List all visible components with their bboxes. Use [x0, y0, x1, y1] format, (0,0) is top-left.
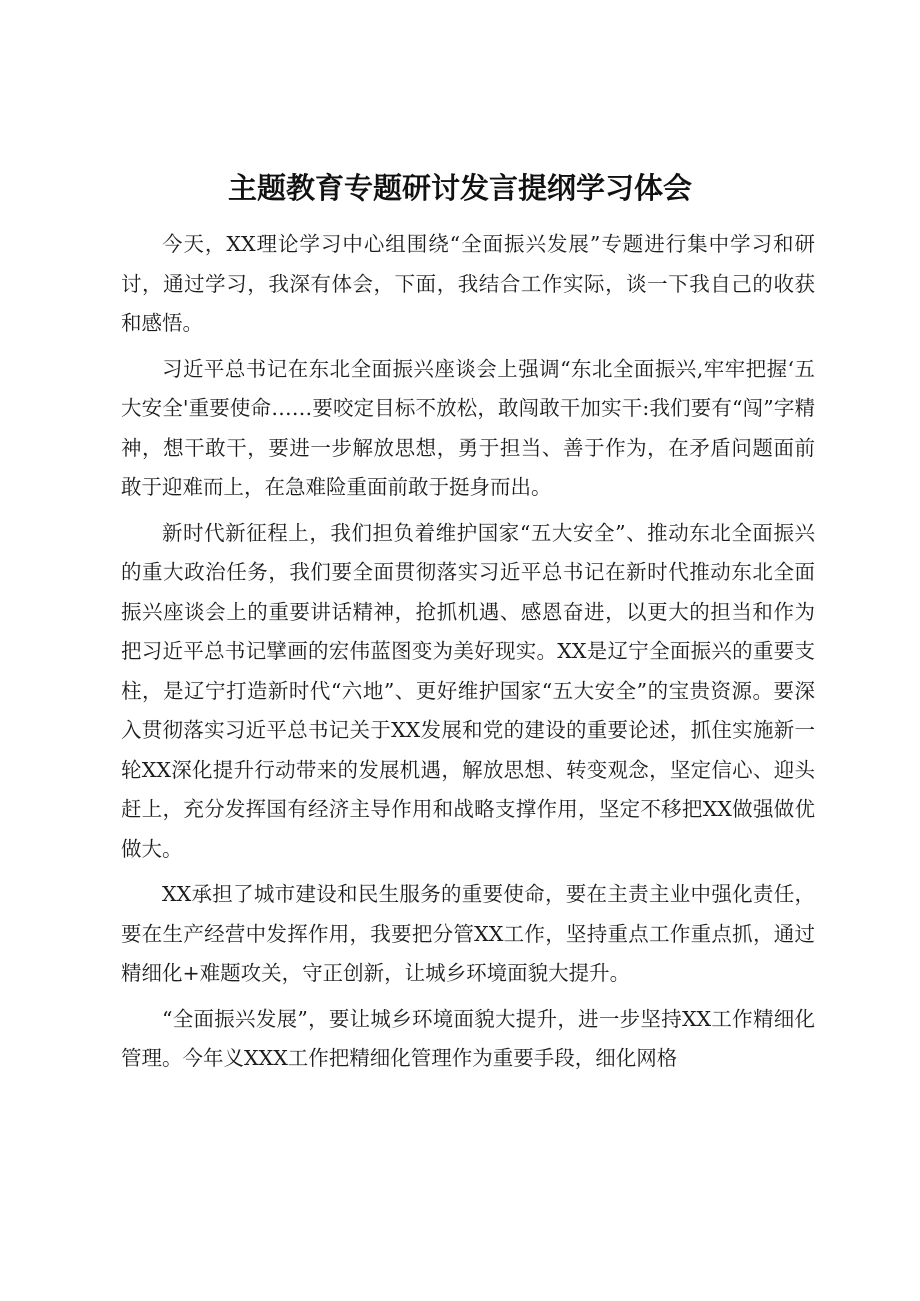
- paragraph-5: “全面振兴发展”，要让城乡环境面貌大提升，进一步坚持XX工作精细化管理。今年义XXX工作把精细化管理作为重要手段，细化网格: [121, 1006, 815, 1070]
- document-body: [121, 225, 815, 1085]
- paragraph-3: 新时代新征程上，我们担负着维护国家“五大安全”、推动东北全面振兴的重大政治任务，我们要全面贯彻落实习近平总书记在新时代推动东北全面振兴座谈会上的重要讲话精神，抢抓机遇、感恩奋进，以更大的担当和作为把习近平总书记擘画的宏伟蓝图变为美好现实。XX是辽宁全面振兴的重要支柱，是辽宁打造新时代“六地”、更好维护国家“五大安全”的宝贵资源。要深入贯彻落实习近平总书记关于XX发展和党的建设的重要论述，抓住实施新一轮XX深化提升行动带来的发展机遇，解放思想、转变观念，坚定信心、迎头赶上，充分发挥国有经济主导作用和战略支撑作用，坚定不移把XX做强做优做大。: [121, 520, 815, 861]
- paragraph-4: XX承担了城市建设和民生服务的重要使命，要在主责主业中强化责任，要在生产经营中发挥作用，我要把分管XX工作，坚持重点工作重点抓，通过精细化+难题攻关，守正创新，让城乡环境面貌大提升。: [121, 882, 815, 985]
- paragraph-2: 习近平总书记在东北全面振兴座谈会上强调“东北全面振兴,牢牢把握‘五大安全'重要使命……要咬定目标不放松，敢闯敢干加实干:我们要有“闯”字精神，想干敢干，要进一步解放思想，勇于担当、善于作为，在矛盾问题面前敢于迎难而上，在急难险重面前敢于挺身而出。: [121, 356, 815, 499]
- paragraph-1: 今天，XX理论学习中心组围绕“全面振兴发展”专题进行集中学习和研讨，通过学习，我深有体会，下面，我结合工作实际，谈一下我自己的收获和感悟。: [121, 232, 815, 335]
- document-title: 主题教育专题研讨发言提纲学习体会: [227, 171, 692, 205]
